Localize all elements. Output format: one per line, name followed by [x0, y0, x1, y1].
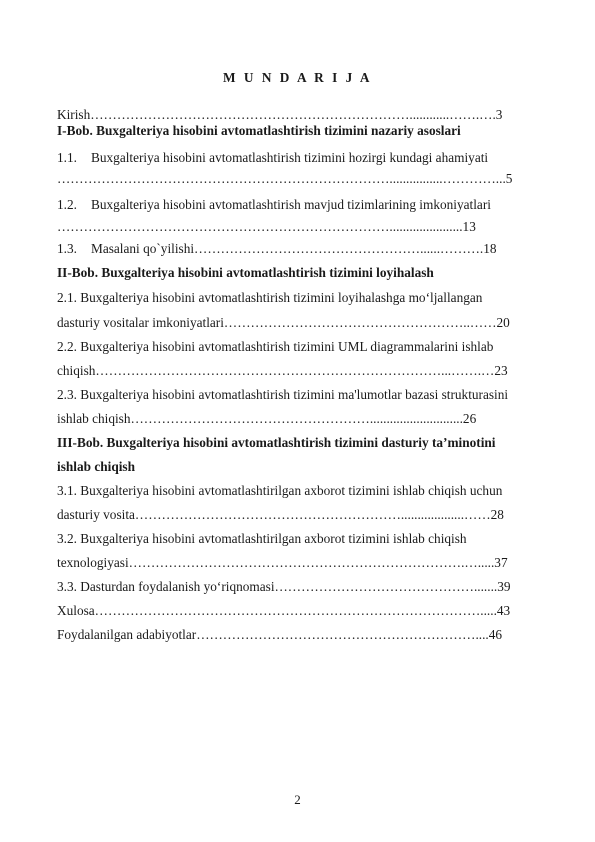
toc-entry-text: Buxgalteriya hisobini avtomatlashtirish tizimini hozirgi kundagi ahamiyati [91, 150, 489, 165]
toc-entry-text: 2.2. Buxgalteriya hisobini avtomatlashtirish tizimini UML diagrammalarini ishlab [57, 339, 494, 354]
toc-entry-conclusion[interactable] [57, 602, 510, 620]
toc-entry-1-3[interactable] [57, 240, 497, 258]
toc-entry-text: Foydalanilgan adabiyotlar………………………………………………………....46 [57, 627, 503, 642]
toc-entry-3-1-cont[interactable] [57, 506, 504, 524]
toc-entry-text: texnologiyasi………………………………………………………………….….....37 [57, 555, 508, 570]
toc-entry-text: chiqish……………………………………………………………………...…….…23 [57, 363, 508, 378]
toc-entry-3-1[interactable] [57, 482, 502, 500]
toc-entry-number: 1.1. [57, 150, 77, 165]
toc-entry-text: Masalani qo`yilishi……………………………………………......……….18 [91, 241, 497, 256]
toc-entry-text: dasturiy vosita……………………………………………………...................……28 [57, 507, 504, 522]
toc-entry-number: 1.3. [57, 241, 77, 256]
toc-entry-3-3[interactable] [57, 578, 511, 596]
toc-entry-2-1[interactable] [57, 289, 482, 307]
toc-chapter-2-heading[interactable] [57, 264, 434, 282]
toc-entry-text: 2.1. Buxgalteriya hisobini avtomatlashtirish tizimini loyihalashga mo‘ljallangan [57, 290, 483, 305]
toc-entry-1-1-dots[interactable] [57, 170, 512, 188]
toc-chapter-3-heading[interactable] [57, 434, 495, 452]
toc-entry-references[interactable] [57, 626, 502, 644]
toc-entry-3-2[interactable] [57, 530, 467, 548]
toc-entry-text: 3.2. Buxgalteriya hisobini avtomatlashtirilgan axborot tizimini ishlab chiqish [57, 531, 467, 546]
toc-entry-2-2-cont[interactable] [57, 362, 508, 380]
toc-entry-text: Buxgalteriya hisobini avtomatlashtirish mavjud tizimlarining imkoniyatlari [91, 197, 491, 212]
toc-entry-text: …………………………………………………………………................…………...5 [57, 171, 513, 186]
toc-entry-text: III-Bob. Buxgalteriya hisobini avtomatlashtirish tizimini dasturiy ta’minotini [57, 435, 496, 450]
page-number: 2 [294, 792, 301, 807]
toc-entry-text: …………………………………………………………………......................13 [57, 219, 476, 234]
toc-entry-text: Xulosa…………………………………………………………………………….....43 [57, 603, 511, 618]
toc-entry-2-3[interactable] [57, 386, 508, 404]
toc-entry-text: Kirish………………………………………………………………............…….….3 [57, 107, 503, 122]
toc-chapter-1-heading[interactable] [57, 122, 461, 140]
toc-entry-text: ishlab chiqish………………………………………………............................26 [57, 411, 477, 426]
toc-entry-text: dasturiy vositalar imkoniyatlari………………………………………………..……20 [57, 315, 510, 330]
toc-title: M U N D A R I J A [223, 70, 372, 85]
toc-entry-1-2-dots[interactable] [57, 218, 476, 236]
toc-entry-text: II-Bob. Buxgalteriya hisobini avtomatlashtirish tizimini loyihalash [57, 265, 434, 280]
toc-entry-1-1[interactable] [57, 149, 488, 167]
toc-entry-1-2[interactable] [57, 196, 491, 214]
toc-entry-2-1-cont[interactable] [57, 314, 510, 332]
toc-entry-number: 1.2. [57, 197, 77, 212]
toc-chapter-3-heading-cont[interactable] [57, 458, 135, 476]
toc-entry-text: I-Bob. Buxgalteriya hisobini avtomatlashtirish tizimini nazariy asoslari [57, 123, 461, 138]
toc-entry-text: 2.3. Buxgalteriya hisobini avtomatlashtirish tizimini ma'lumotlar bazasi strukturasini [57, 387, 509, 402]
toc-entry-3-2-cont[interactable] [57, 554, 508, 572]
toc-entry-text: 3.1. Buxgalteriya hisobini avtomatlashtirilgan axborot tizimini ishlab chiqish uchun [57, 483, 503, 498]
toc-entry-text: ishlab chiqish [57, 459, 135, 474]
toc-entry-text: 3.3. Dasturdan foydalanish yo‘riqnomasi……………………………………….......39 [57, 579, 511, 594]
toc-entry-2-3-cont[interactable] [57, 410, 476, 428]
toc-entry-2-2[interactable] [57, 338, 493, 356]
